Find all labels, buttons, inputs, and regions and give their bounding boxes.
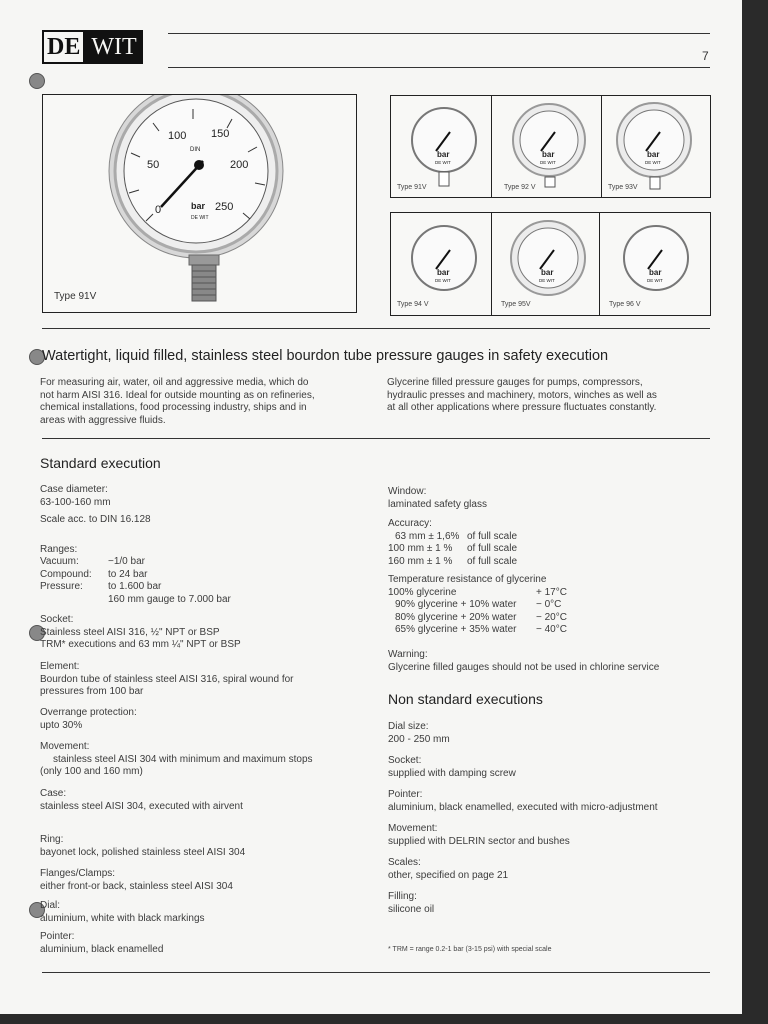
dial-unit: bar bbox=[191, 201, 206, 211]
case-spec: Case: stainless steel AISI 304, executed with airvent bbox=[40, 788, 243, 812]
svg-text:bar: bar bbox=[437, 150, 450, 159]
title-top-rule bbox=[42, 328, 710, 329]
svg-text:DE WIT: DE WIT bbox=[540, 160, 556, 165]
element-spec: Element: Bourdon tube of stainless steel AISI 316, spiral wound for pressures from 100 bar bbox=[40, 661, 294, 697]
svg-text:DE WIT: DE WIT bbox=[539, 278, 555, 283]
temperature-spec: Temperature resistance of glycerine 100% glycerine + 17°C 90% glycerine + 10% water − 0°C 80% glycerine + 20% water − 20°C 65% glycerine + 35% water − 40°C bbox=[388, 574, 567, 635]
dial-label-100: 100 bbox=[168, 130, 187, 142]
flanges-spec: Flanges/Clamps: either front-or back, stainless steel AISI 304 bbox=[40, 868, 233, 892]
thumbnail-gauges bbox=[390, 95, 711, 316]
svg-text:bar: bar bbox=[541, 268, 554, 277]
gauge-96v-icon bbox=[624, 226, 688, 290]
svg-text:bar: bar bbox=[542, 150, 555, 159]
overrange-spec: Overrange protection: upto 30% bbox=[40, 707, 137, 731]
thumb-caption-92v: Type 92 V bbox=[504, 184, 536, 191]
pressure-gauge-icon bbox=[43, 95, 356, 312]
logo-de: DE bbox=[42, 30, 85, 64]
intro-bottom-rule bbox=[42, 438, 710, 439]
main-image-box bbox=[42, 94, 357, 313]
svg-text:bar: bar bbox=[647, 150, 660, 159]
ring-spec: Ring: bayonet lock, polished stainless steel AISI 304 bbox=[40, 834, 246, 858]
gauge-91v-icon bbox=[412, 108, 476, 186]
intro-right: Glycerine filled pressure gauges for pumps, compressors, hydraulic presses and machinery, motors, winches as well as at all other applications where pressure fluctuates constantly. bbox=[387, 377, 657, 413]
svg-text:bar: bar bbox=[649, 268, 662, 277]
svg-text:DE WIT: DE WIT bbox=[435, 160, 451, 165]
footnote: * TRM = range 0.2-1 bar (3-15 psi) with special scale bbox=[388, 946, 552, 953]
thumb-caption-96v: Type 96 V bbox=[609, 301, 641, 308]
non-standard-heading: Non standard executions bbox=[388, 691, 543, 707]
footer-rule bbox=[42, 972, 710, 973]
gauge-94v-icon bbox=[412, 226, 476, 290]
dial-spec: Dial: aluminium, white with black markings bbox=[40, 900, 205, 924]
accuracy-table: 63 mm ± 1,6% of full scale 100 mm ± 1 % of full scale 160 mm ± 1 % of full scale bbox=[388, 530, 518, 567]
dial-label-150: 150 bbox=[211, 128, 230, 140]
header-bottom-rule bbox=[168, 67, 710, 68]
svg-text:DE WIT: DE WIT bbox=[645, 160, 661, 165]
dial-brand: DE WIT bbox=[191, 215, 209, 221]
accuracy-spec: Accuracy: 63 mm ± 1,6% of full scale 100 mm ± 1 % of full scale 160 mm ± 1 % of full scale bbox=[388, 518, 518, 567]
standard-heading: Standard execution bbox=[40, 455, 161, 471]
window-spec: Window: laminated safety glass bbox=[388, 486, 487, 510]
movement-spec: Movement: stainless steel AISI 304 with minimum and maximum stops (only 100 and 160 mm) bbox=[40, 741, 313, 777]
page-title: Watertight, liquid filled, stainless steel bourdon tube pressure gauges in safety execution bbox=[42, 348, 609, 364]
temperature-table: 100% glycerine + 17°C 90% glycerine + 10% water − 0°C 80% glycerine + 20% water − 20°C 65% glycerine + 35% water − 40°C bbox=[388, 586, 567, 635]
dial-label-200: 200 bbox=[230, 159, 249, 171]
svg-text:DE WIT: DE WIT bbox=[647, 278, 663, 283]
thumb-caption-93v: Type 93V bbox=[608, 184, 638, 191]
gauge-93v-icon bbox=[617, 103, 691, 189]
page-number: 7 bbox=[702, 49, 709, 63]
dial-label-0: 0 bbox=[155, 204, 162, 216]
gauge-92v-icon bbox=[513, 104, 585, 187]
standard-specs: Case diameter: 63-100-160 mm Scale acc. to DIN 16.128 Ranges: Vacuum: −1/0 bar Compound: to 24 bar Pressure: to 1.600 bar 160 mm gauge to 7.000 bar bbox=[40, 484, 231, 605]
svg-text:DE WIT: DE WIT bbox=[435, 278, 451, 283]
gauge-95v-icon bbox=[511, 221, 585, 295]
header-top-rule bbox=[168, 33, 710, 34]
non-standard-specs: Dial size: 200 - 250 mm Socket: supplied with damping screw Pointer: aluminium, black enamelled, executed with micro-adjustment Movement: supplied with DELRIN sector and bushes Scales: other, specified on page 21 Filling: silicone oil bbox=[388, 721, 658, 915]
dewit-logo bbox=[42, 30, 143, 64]
thumb-caption-91v: Type 91V bbox=[397, 184, 427, 191]
ranges-table: Vacuum: −1/0 bar Compound: to 24 bar Pressure: to 1.600 bar 160 mm gauge to 7.000 bar bbox=[40, 556, 231, 605]
pointer-spec: Pointer: aluminium, black enamelled bbox=[40, 931, 164, 955]
svg-text:bar: bar bbox=[437, 268, 450, 277]
thumb-caption-95v: Type 95V bbox=[501, 301, 531, 308]
socket-spec: Socket: Stainless steel AISI 316, ½" NPT or BSP TRM* executions and 63 mm ¼" NPT or BSP bbox=[40, 614, 241, 650]
warning-spec: Warning: Glycerine filled gauges should not be used in chlorine service bbox=[388, 649, 660, 673]
dial-din: DIN bbox=[190, 147, 201, 153]
main-image-caption: Type 91V bbox=[54, 291, 97, 302]
logo-wit: WIT bbox=[85, 30, 142, 64]
dial-label-50: 50 bbox=[147, 159, 160, 171]
dial-label-250: 250 bbox=[215, 201, 234, 213]
punch-hole-icon bbox=[29, 73, 45, 89]
intro-left: For measuring air, water, oil and aggressive media, which do not harm AISI 316. Ideal for outside mounting as on refineries, chemical installations, food processing industry, ships and in areas with aggressive fluids. bbox=[40, 377, 315, 426]
thumb-caption-94v: Type 94 V bbox=[397, 301, 429, 308]
